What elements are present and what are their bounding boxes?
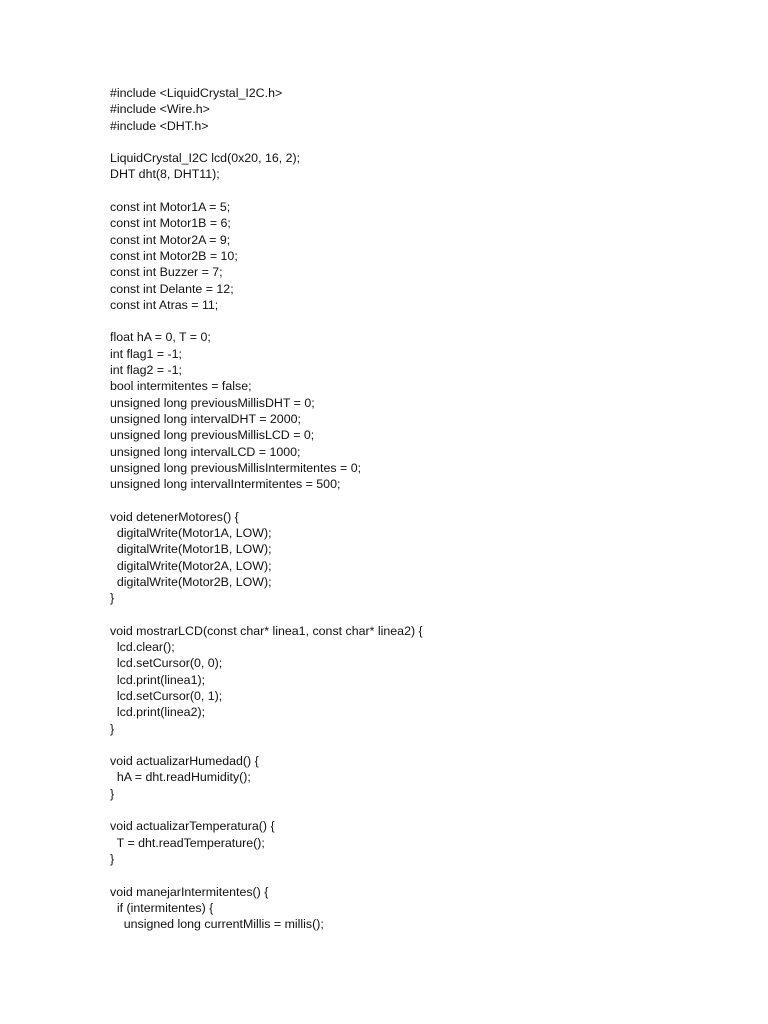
code-line: int flag1 = -1; [110,346,182,361]
blank-line [110,737,730,753]
code-line: lcd.setCursor(0, 1); [110,688,223,703]
blank-line [110,183,730,199]
code-line: const int Delante = 12; [110,281,234,296]
code-line: const int Motor1A = 5; [110,200,231,215]
code-line: unsigned long previousMillisIntermitentes = 0; [110,460,362,475]
code-line: const int Motor2B = 10; [110,248,238,263]
code-line: unsigned long intervalDHT = 2000; [110,411,301,426]
code-line: hA = dht.readHumidity(); [110,770,251,785]
code-listing [110,85,730,932]
code-line: void mostrarLCD(const char* linea1, const char* linea2) { [110,623,423,638]
code-line: void manejarIntermitentes() { [110,884,269,899]
blank-line [110,313,730,329]
code-line: T = dht.readTemperature(); [110,835,265,850]
code-line: #include <Wire.h> [110,102,210,117]
code-line: unsigned long previousMillisLCD = 0; [110,428,315,443]
blank-line [110,134,730,150]
code-line: void detenerMotores() { [110,509,239,524]
code-line: void actualizarTemperatura() { [110,819,275,834]
code-line: lcd.print(linea2); [110,705,206,720]
code-line: #include <LiquidCrystal_I2C.h> [110,86,283,100]
code-line: if (intermitentes) { [110,900,214,915]
code-line: lcd.clear(); [110,640,175,655]
code-line: const int Atras = 11; [110,297,219,312]
code-line: int flag2 = -1; [110,363,182,378]
blank-line [110,607,730,623]
code-line: unsigned long intervalIntermitentes = 500; [110,477,341,492]
code-line: unsigned long previousMillisDHT = 0; [110,395,315,410]
code-line: lcd.setCursor(0, 0); [110,656,223,671]
code-line: LiquidCrystal_I2C lcd(0x20, 16, 2); [110,151,301,166]
code-line: unsigned long intervalLCD = 1000; [110,444,301,459]
blank-line [110,492,730,508]
code-line: } [110,786,115,801]
code-line: #include <DHT.h> [110,118,209,133]
code-line: digitalWrite(Motor2A, LOW); [110,558,272,573]
code-line: void actualizarHumedad() { [110,754,259,769]
blank-line [110,867,730,883]
code-line: bool intermitentes = false; [110,379,252,394]
code-line: } [110,721,115,736]
code-line: DHT dht(8, DHT11); [110,167,220,182]
code-line: digitalWrite(Motor1A, LOW); [110,526,272,541]
code-line: } [110,591,115,606]
code-line: const int Buzzer = 7; [110,265,223,280]
code-line: float hA = 0, T = 0; [110,330,211,345]
code-line: digitalWrite(Motor2B, LOW); [110,574,272,589]
code-line: unsigned long currentMillis = millis(); [110,917,324,932]
code-line: } [110,851,115,866]
code-line: const int Motor2A = 9; [110,232,231,247]
code-line: digitalWrite(Motor1B, LOW); [110,542,272,557]
blank-line [110,802,730,818]
code-line: lcd.print(linea1); [110,672,206,687]
code-line: const int Motor1B = 6; [110,216,231,231]
